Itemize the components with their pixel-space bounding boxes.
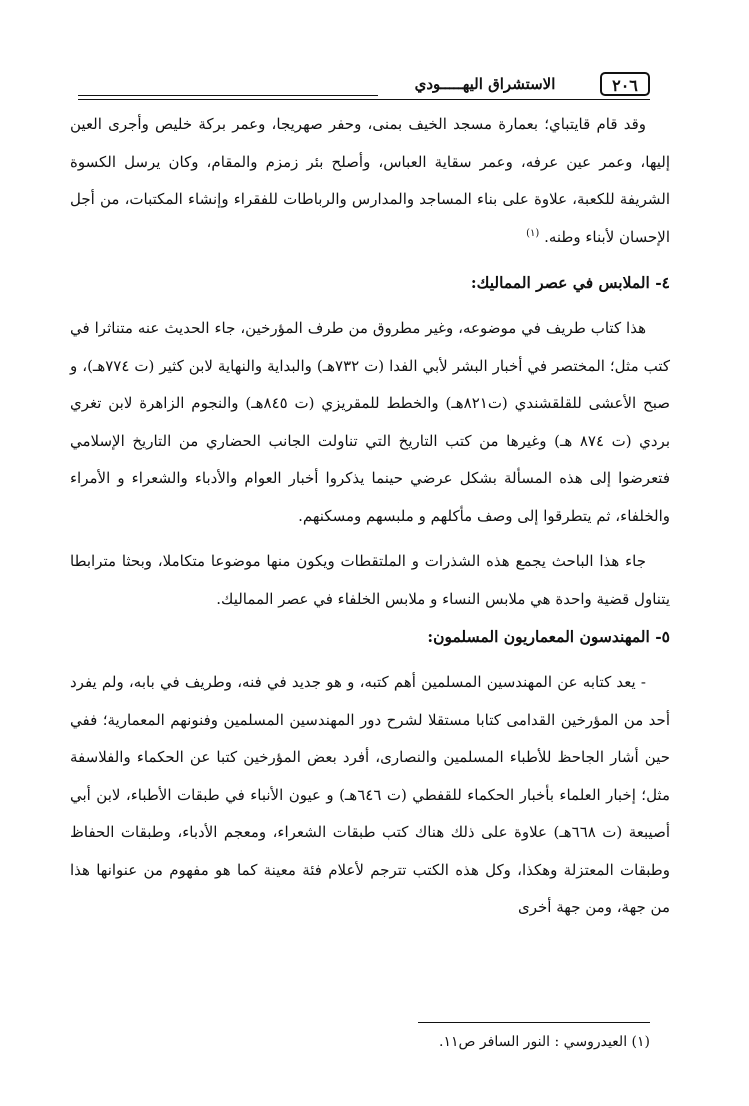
footnote-separator (418, 1022, 650, 1023)
paragraph-text: وقد قام قايتباي؛ بعمارة مسجد الخيف بمنى، وحفر صهريجا، وعمر بركة خليص وأجرى العين إليها، وعمر عين عرفه، وعمر سقاية العباس، وأصلح بئر زمزم والمقام، وكان يرسل الكسوة الشريفة للكعبة، علاوة على بناء المساجد والمدارس والرباطات للفقراء وإنشاء المكتبات، من أجل الإحسان لأبناء وطنه. (70, 115, 670, 246)
header-rule-lower (78, 99, 650, 100)
page-header (78, 72, 650, 98)
footnote: (١) العيدروسي : النور السافر ص١١. (439, 1034, 650, 1050)
running-title: الاستشراق اليهـــــودي (414, 75, 556, 93)
section-heading-5: ٥- المهندسون المعماريون المسلمون: (427, 627, 670, 646)
paragraph: - يعد كتابه عن المهندسين المسلمين أهم كتبه، و هو جديد في فنه، وطريف في بابه، ولم يفرد أحد من المؤرخين القدامى كتابا مستقلا لشرح دور المهندسين المسلمين وفنونهم المعمارية؛ ففي حين أشار الجاحظ للأطباء المسلمين والنصارى، أفرد بعض المؤرخين كتبا عن الحكماء والفلاسفة مثل؛ إخبار العلماء بأخبار الحكماء للقفطي (ت ٦٤٦هـ) و عيون الأنباء في طبقات الأطباء، لابن أبي أصيبعة (ت ٦٦٨هـ) علاوة على ذلك هناك كتب طبقات الشعراء، ومعجم الأدباء، وطبقات الحفاظ وطبقات المعتزلة وهكذا، وكل هذه الكتب تترجم لأعلام فئة معينة كما هو مفهوم من عنوانها هذا من جهة، ومن جهة أخرى (70, 673, 670, 916)
paragraph: جاء هذا الباحث يجمع هذه الشذرات و الملتقطات ويكون منها موضوعا متكاملا، وبحثا مترابطا يتناول قضية واحدة هي ملابس النساء و ملابس الخلفاء في عصر المماليك. (70, 552, 670, 608)
body-text (70, 106, 670, 927)
paragraph (70, 106, 670, 256)
footnote-reference: (١) (526, 227, 540, 239)
page-number: ٢٠٦ (600, 72, 650, 96)
paragraph: هذا كتاب طريف في موضوعه، وغير مطروق من طرف المؤرخين، جاء الحديث عنه متناثرا في كتب مثل؛ المختصر في أخبار البشر لأبي الفدا (ت ٧٣٢هـ) والبداية والنهاية لابن كثير (ت ٧٧٤هـ)، و صبح الأعشى للقلقشندي (ت٨٢١هـ) والخطط للمقريزي (ت ٨٤٥هـ) والنجوم الزاهرة لابن تغري بردي (ت ٨٧٤ هـ) وغيرها من كتب التاريخ التي تناولت الجانب الحضاري من التاريخ الإسلامي فتعرضوا إلى هذه المسألة بشكل عرضي حينما يذكروا أخبار العوام والأدباء والشعراء و الأمراء والخلفاء، ثم يتطرقوا إلى وصف مأكلهم و ملبسهم ومسكنهم. (70, 319, 670, 525)
section-heading-4: ٤- الملابس في عصر المماليك: (470, 273, 670, 292)
header-rule (78, 95, 378, 96)
